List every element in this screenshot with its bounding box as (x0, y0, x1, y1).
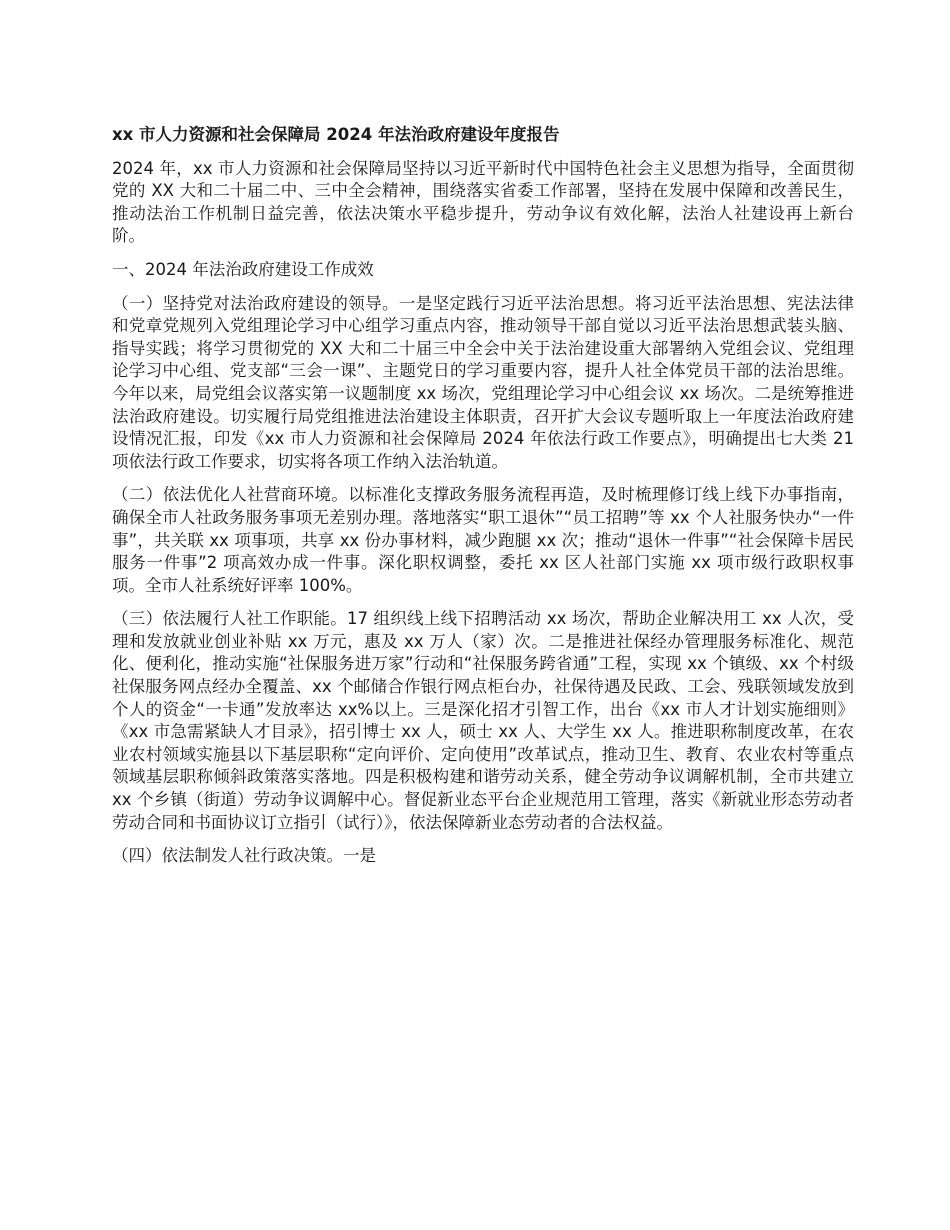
paragraph-3: （三）依法履行人社工作职能。17 组织线上线下招聘活动 xx 场次，帮助企业解决用工 xx 人次，受理和发放就业创业补贴 xx 万元，惠及 xx 万人（家）次。二是推进社保经办管理服务标准化、规范化、便利化，推动实施“社保服务进万家”行动和“社保服务跨省通”工程，实现 xx 个镇级、xx 个村级社保服务网点经办全覆盖、xx 个邮储合作银行网点柜台办，社保待遇及民政、工会、残联领域发放到个人的资金“一卡通”发放率达 xx%以上。三是深化招才引智工作，出台《xx 市人才计划实施细则》《xx 市急需紧缺人才目录》，招引博士 xx 人，硕士 xx 人、大学生 xx 人。推进职称制度改革，在农业农村领域实施县以下基层职称“定向评价、定向使用”改革试点，推动卫生、教育、农业农村等重点领域基层职称倾斜政策落实落地。四是积极构建和谐劳动关系，健全劳动争议调解机制，全市共建立 xx 个乡镇（街道）劳动争议调解中心。督促新业态平台企业规范用工管理，落实《新就业形态劳动者劳动合同和书面协议订立指引（试行）》，依法保障新业态劳动者的合法权益。 (112, 609, 854, 832)
section-heading: 一、2024 年法治政府建设工作成效 (112, 259, 374, 279)
paragraph-1: （一）坚持党对法治政府建设的领导。一是坚定践行习近平法治思想。将习近平法治思想、宪法法律和党章党规列入党组理论学习中心组学习重点内容，推动领导干部自觉以习近平法治思想武装头脑、指导实践；将学习贯彻党的 XX 大和二十届三中全会中关于法治建设重大部署纳入党组会议、党组理论学习中心组、党支部“三会一课”、主题党日的学习重要内容，提升人社全体党员干部的法治思维。今年以来，局党组会议落实第一议题制度 xx 场次，党组理论学习中心组会议 xx 场次。二是统筹推进法治政府建设。切实履行局党组推进法治建设主体职责，召开扩大会议专题听取上一年度法治政府建设情况汇报，印发《xx 市人力资源和社会保障局 2024 年依法行政工作要点》，明确提出七大类 21 项依法行政工作要求，切实将各项工作纳入法治轨道。 (112, 293, 854, 471)
paragraph-4: （四）依法制发人社行政决策。一是 (112, 846, 376, 866)
document-page (112, 124, 854, 879)
intro-paragraph: 2024 年，xx 市人力资源和社会保障局坚持以习近平新时代中国特色社会主义思想为指导，全面贯彻党的 XX 大和二十届二中、三中全会精神，围绕落实省委工作部署，坚持在发展中保障和改善民生，推动法治工作机制日益完善，依法决策水平稳步提升，劳动争议有效化解，法治人社建设再上新台阶。 (112, 158, 854, 246)
paragraph-2: （二）依法优化人社营商环境。以标准化支撑政务服务流程再造，及时梳理修订线上线下办事指南，确保全市人社政务服务事项无差别办理。落地落实“职工退休”“员工招聘”等 xx 个人社服务快办“一件事”，共关联 xx 项事项，共享 xx 份办事材料，减少跑腿 xx 次；推动“退休一件事”“社会保障卡居民服务一件事”2 项高效办成一件事。深化职权调整，委托 xx 区人社部门实施 xx 项市级行政职权事项。全市人社系统好评率 100%。 (112, 485, 854, 595)
document-title: xx 市人力资源和社会保障局 2024 年法治政府建设年度报告 (112, 125, 560, 144)
